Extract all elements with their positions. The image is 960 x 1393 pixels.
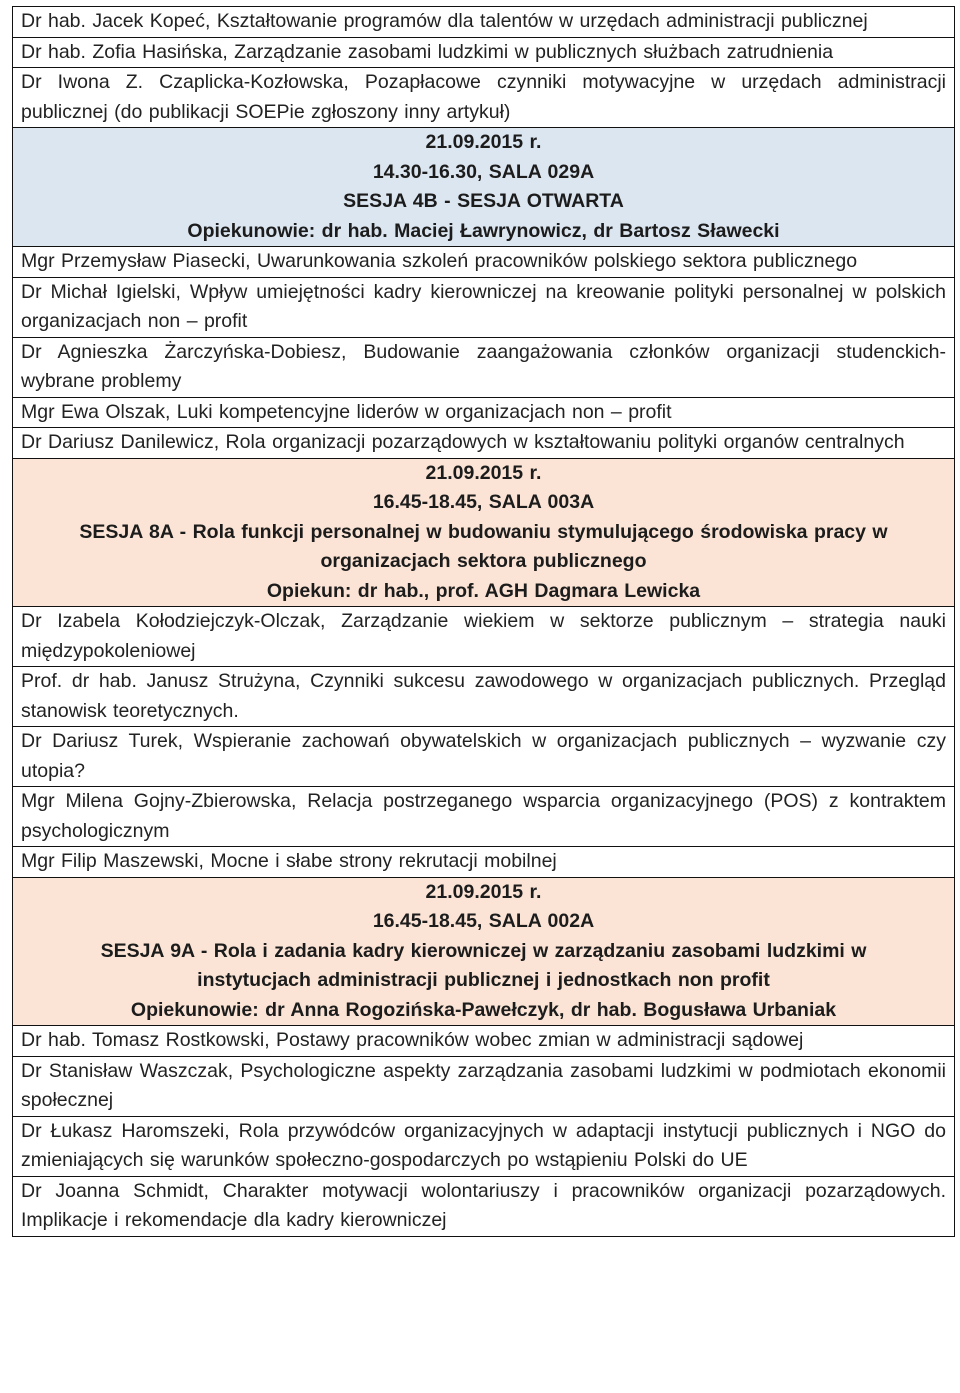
table-row — [13, 7, 955, 38]
session-header-row — [13, 877, 955, 1026]
session-header-row — [13, 458, 955, 607]
paper-entry: Mgr Milena Gojny-Zbierowska, Relacja postrzeganego wsparcia organizacyjnego (POS) z kontraktem psychologicznym — [13, 787, 955, 847]
session-title-continued: instytucjach administracji publicznej i jednostkach non profit — [197, 969, 770, 991]
session-moderators: Opiekunowie: dr hab. Maciej Ławrynowicz, dr Bartosz Sławecki — [187, 219, 780, 242]
paper-entry: Dr Izabela Kołodziejczyk-Olczak, Zarządzanie wiekiem w sektorze publicznym – strategia nauki międzypokoleniowej — [13, 607, 955, 667]
table-row — [13, 68, 955, 128]
session-moderators: Opiekunowie: dr Anna Rogozińska-Pawełczyk, dr hab. Bogusława Urbaniak — [130, 998, 837, 1021]
session-header — [13, 458, 955, 607]
session-title-continued: organizacjach sektora publicznego — [320, 550, 647, 572]
paper-entry: Dr hab. Zofia Hasińska, Zarządzanie zasobami ludzkimi w publicznych służbach zatrudnienia — [13, 37, 955, 68]
paper-entry: Dr Agnieszka Żarczyńska-Dobiesz, Budowanie zaangażowania członków organizacji studenckich- wybrane problemy — [13, 337, 955, 397]
paper-entry: Dr Joanna Schmidt, Charakter motywacji wolontariuszy i pracowników organizacji pozarządowych. Implikacje i rekomendacje dla kadry kierowniczej — [13, 1176, 955, 1236]
paper-entry: Prof. dr hab. Janusz Strużyna, Czynniki sukcesu zawodowego w organizacjach publicznych. Przegląd stanowisk teoretycznych. — [13, 667, 955, 727]
session-date: 21.09.2015 r. — [425, 131, 542, 153]
paper-entry: Mgr Filip Maszewski, Mocne i słabe strony rekrutacji mobilnej — [13, 847, 955, 878]
paper-entry: Mgr Przemysław Piasecki, Uwarunkowania szkoleń pracowników polskiego sektora publicznego — [13, 247, 955, 278]
table-row — [13, 787, 955, 847]
session-time-room: 14.30-16.30, SALA 029A — [372, 160, 595, 183]
table-row — [13, 1026, 955, 1057]
paper-entry: Dr Dariusz Turek, Wspieranie zachowań obywatelskich w organizacjach publicznych – wyzwanie czy utopia? — [13, 727, 955, 787]
paper-entry: Dr Łukasz Haromszeki, Rola przywódców organizacyjnych w adaptacji instytucji publicznych i NGO do zmieniających się warunków społeczno-gospodarczych po wstąpieniu Polski do UE — [13, 1116, 955, 1176]
table-row — [13, 397, 955, 428]
session-title: SESJA 9A - Rola i zadania kadry kierowniczej w zarządzaniu zasobami ludzkimi w — [100, 939, 867, 962]
table-row — [13, 667, 955, 727]
paper-entry: Dr Iwona Z. Czaplicka-Kozłowska, Pozapłacowe czynniki motywacyjne w urzędach administracji publicznej (do publikacji SOEPie zgłoszony inny artykuł) — [13, 68, 955, 128]
paper-entry: Dr Dariusz Danilewicz, Rola organizacji pozarządowych w kształtowaniu polityki organów centralnych — [13, 428, 955, 459]
paper-entry: Dr hab. Jacek Kopeć, Kształtowanie programów dla talentów w urzędach administracji publicznej — [13, 7, 955, 38]
session-header — [13, 128, 955, 247]
table-row — [13, 727, 955, 787]
table-row — [13, 247, 955, 278]
session-date: 21.09.2015 r. — [425, 880, 542, 903]
table-row — [13, 1056, 955, 1116]
program-table — [12, 6, 955, 1237]
table-row — [13, 337, 955, 397]
table-row — [13, 37, 955, 68]
table-row — [13, 1176, 955, 1236]
session-time-room: 16.45-18.45, SALA 002A — [372, 910, 595, 932]
table-row — [13, 1116, 955, 1176]
program-document — [12, 6, 955, 1237]
paper-entry: Dr hab. Tomasz Rostkowski, Postawy pracowników wobec zmian w administracji sądowej — [13, 1026, 955, 1057]
paper-entry: Mgr Ewa Olszak, Luki kompetencyjne liderów w organizacjach non – profit — [13, 397, 955, 428]
session-time-room: 16.45-18.45, SALA 003A — [372, 491, 595, 513]
table-row — [13, 847, 955, 878]
session-moderators: Opiekun: dr hab., prof. AGH Dagmara Lewicka — [266, 579, 701, 602]
paper-entry: Dr Stanisław Waszczak, Psychologiczne aspekty zarządzania zasobami ludzkimi w podmiotach ekonomii społecznej — [13, 1056, 955, 1116]
session-title: SESJA 4B - SESJA OTWARTA — [343, 190, 624, 212]
session-title: SESJA 8A - Rola funkcji personalnej w budowaniu stymulującego środowiska pracy w — [79, 520, 888, 543]
session-header-row — [13, 128, 955, 247]
table-row — [13, 607, 955, 667]
table-row — [13, 277, 955, 337]
paper-entry: Dr Michał Igielski, Wpływ umiejętności kadry kierowniczej na kreowanie polityki personalnej w polskich organizacjach non – profit — [13, 277, 955, 337]
table-row — [13, 428, 955, 459]
session-date: 21.09.2015 r. — [425, 461, 542, 484]
session-header — [13, 877, 955, 1026]
